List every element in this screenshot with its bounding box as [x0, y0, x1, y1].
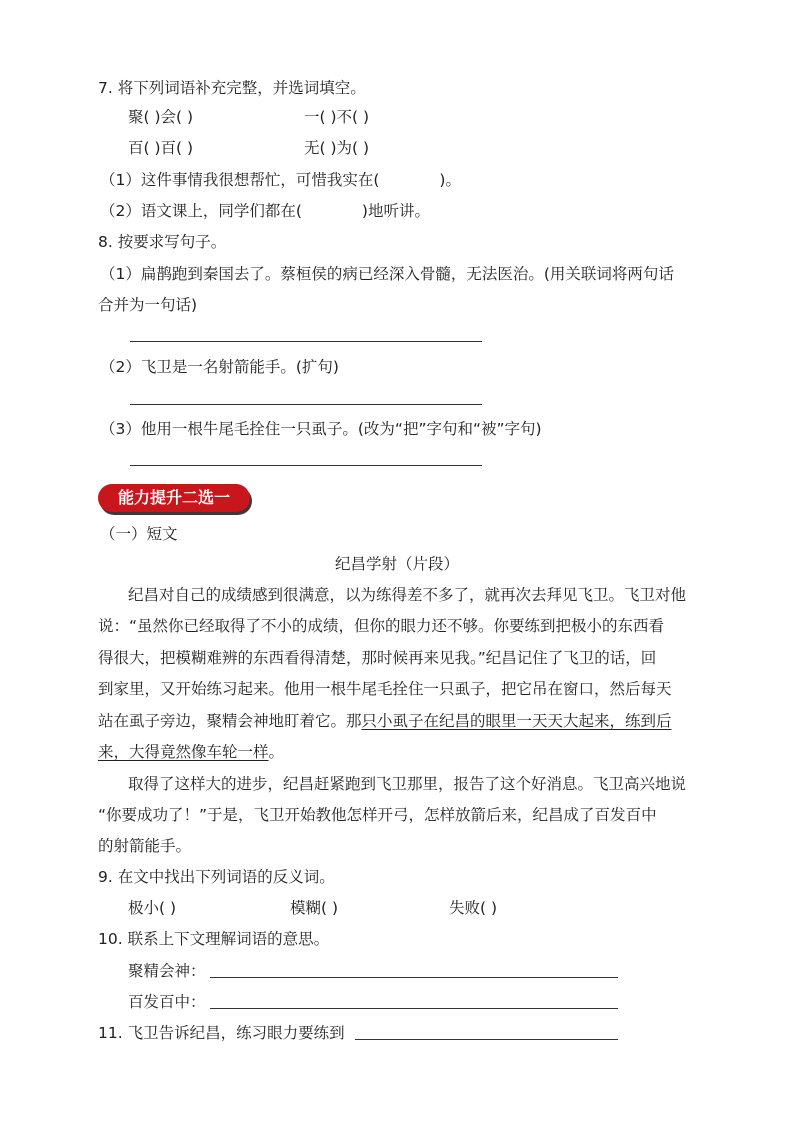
passage-line-6-end: 。 — [268, 743, 285, 761]
passage-line-6 — [98, 742, 284, 762]
q10-term-1: 聚精会神： — [128, 962, 206, 980]
q9-word-1: 极小( ) — [128, 899, 177, 917]
section-subtitle: （一）短文 — [100, 525, 178, 543]
q9-word-2: 模糊( ) — [290, 899, 339, 917]
q8-prompt-1b: 合并为一句话) — [98, 296, 198, 314]
q7-s2-text: （2）语文课上，同学们都在( — [100, 202, 302, 220]
passage-line-1: 纪昌对自己的成绩感到很满意，以为练得差不多了，就再次去拜见飞卫。飞卫对他 — [128, 586, 687, 604]
q8-prompt-2: （2）飞卫是一名射箭能手。(扩句) — [100, 358, 339, 376]
q8-prompt-1a: （1）扁鹊跑到秦国去了。蔡桓侯的病已经深入骨髓，无法医治。(用关联词将两句话 — [100, 265, 674, 283]
q8-title: 8. 按要求写句子。 — [98, 233, 227, 251]
q7-s1-end: )。 — [439, 171, 461, 189]
q7-sentence-2 — [100, 201, 430, 221]
passage-line-4: 到家里，又开始练习起来。他用一根牛尾毛拴住一只虱子，把它吊在窗口，然后每天 — [98, 680, 672, 698]
q10-title: 10. 联系上下文理解词语的意思。 — [98, 930, 330, 948]
q10-answer-line-2[interactable] — [210, 1008, 618, 1009]
passage-line-5 — [98, 711, 672, 731]
q10-term-2: 百发百中： — [128, 993, 206, 1011]
passage-line-8: “你要成功了！”于是，飞卫开始教他怎样开弓，怎样放箭后来，纪昌成了百发百中 — [98, 806, 657, 824]
q7-word-1: 聚( )会( ) — [128, 108, 194, 126]
q7-word-2: 一( )不( ) — [304, 108, 370, 126]
passage-title: 纪昌学射（片段） — [334, 555, 459, 573]
q7-s2-end: )地听讲。 — [361, 202, 430, 220]
passage-line-5-text: 站在虱子旁边，聚精会神地盯着它。那 — [98, 712, 362, 730]
q7-title: 7. 将下列词语补充完整，并选词填空。 — [98, 79, 366, 97]
passage-line-7: 取得了这样大的进步，纪昌赶紧跑到飞卫那里，报告了这个好消息。飞卫高兴地说 — [128, 775, 687, 793]
section-badge: 能力提升二选一 — [98, 484, 250, 512]
q8-answer-line-2[interactable] — [130, 404, 482, 405]
q8-answer-line-1[interactable] — [130, 341, 482, 342]
passage-line-3: 得很大，把模糊难辨的东西看得清楚，那时候再来见我。”纪昌记住了飞卫的话，回 — [98, 649, 657, 667]
q9-word-3: 失败( ) — [449, 899, 498, 917]
q7-sentence-1 — [100, 170, 461, 190]
passage-line-2: 说：“虽然你已经取得了不小的成绩，但你的眼力还不够。你要练到把极小的东西看 — [98, 617, 665, 635]
q7-word-3: 百( )百( ) — [128, 139, 194, 157]
q10-answer-line-1[interactable] — [210, 977, 618, 978]
underlined-sentence-part-1: 只小虱子在纪昌的眼里一天天大起来，练到后 — [361, 712, 672, 730]
q11-answer-line[interactable] — [355, 1039, 618, 1040]
q7-word-4: 无( )为( ) — [304, 139, 370, 157]
underlined-sentence-part-2: 来，大得竟然像车轮一样 — [98, 743, 269, 761]
q8-prompt-3: （3）他用一根牛尾毛拴住一只虱子。(改为“把”字句和“被”字句) — [100, 420, 542, 438]
q9-title: 9. 在文中找出下列词语的反义词。 — [98, 868, 335, 886]
q7-s1-text: （1）这件事情我很想帮忙，可惜我实在( — [100, 171, 380, 189]
q8-answer-line-3[interactable] — [130, 465, 482, 466]
q11-title: 11. 飞卫告诉纪昌，练习眼力要练到 — [98, 1024, 345, 1042]
passage-line-9: 的射箭能手。 — [98, 837, 192, 855]
